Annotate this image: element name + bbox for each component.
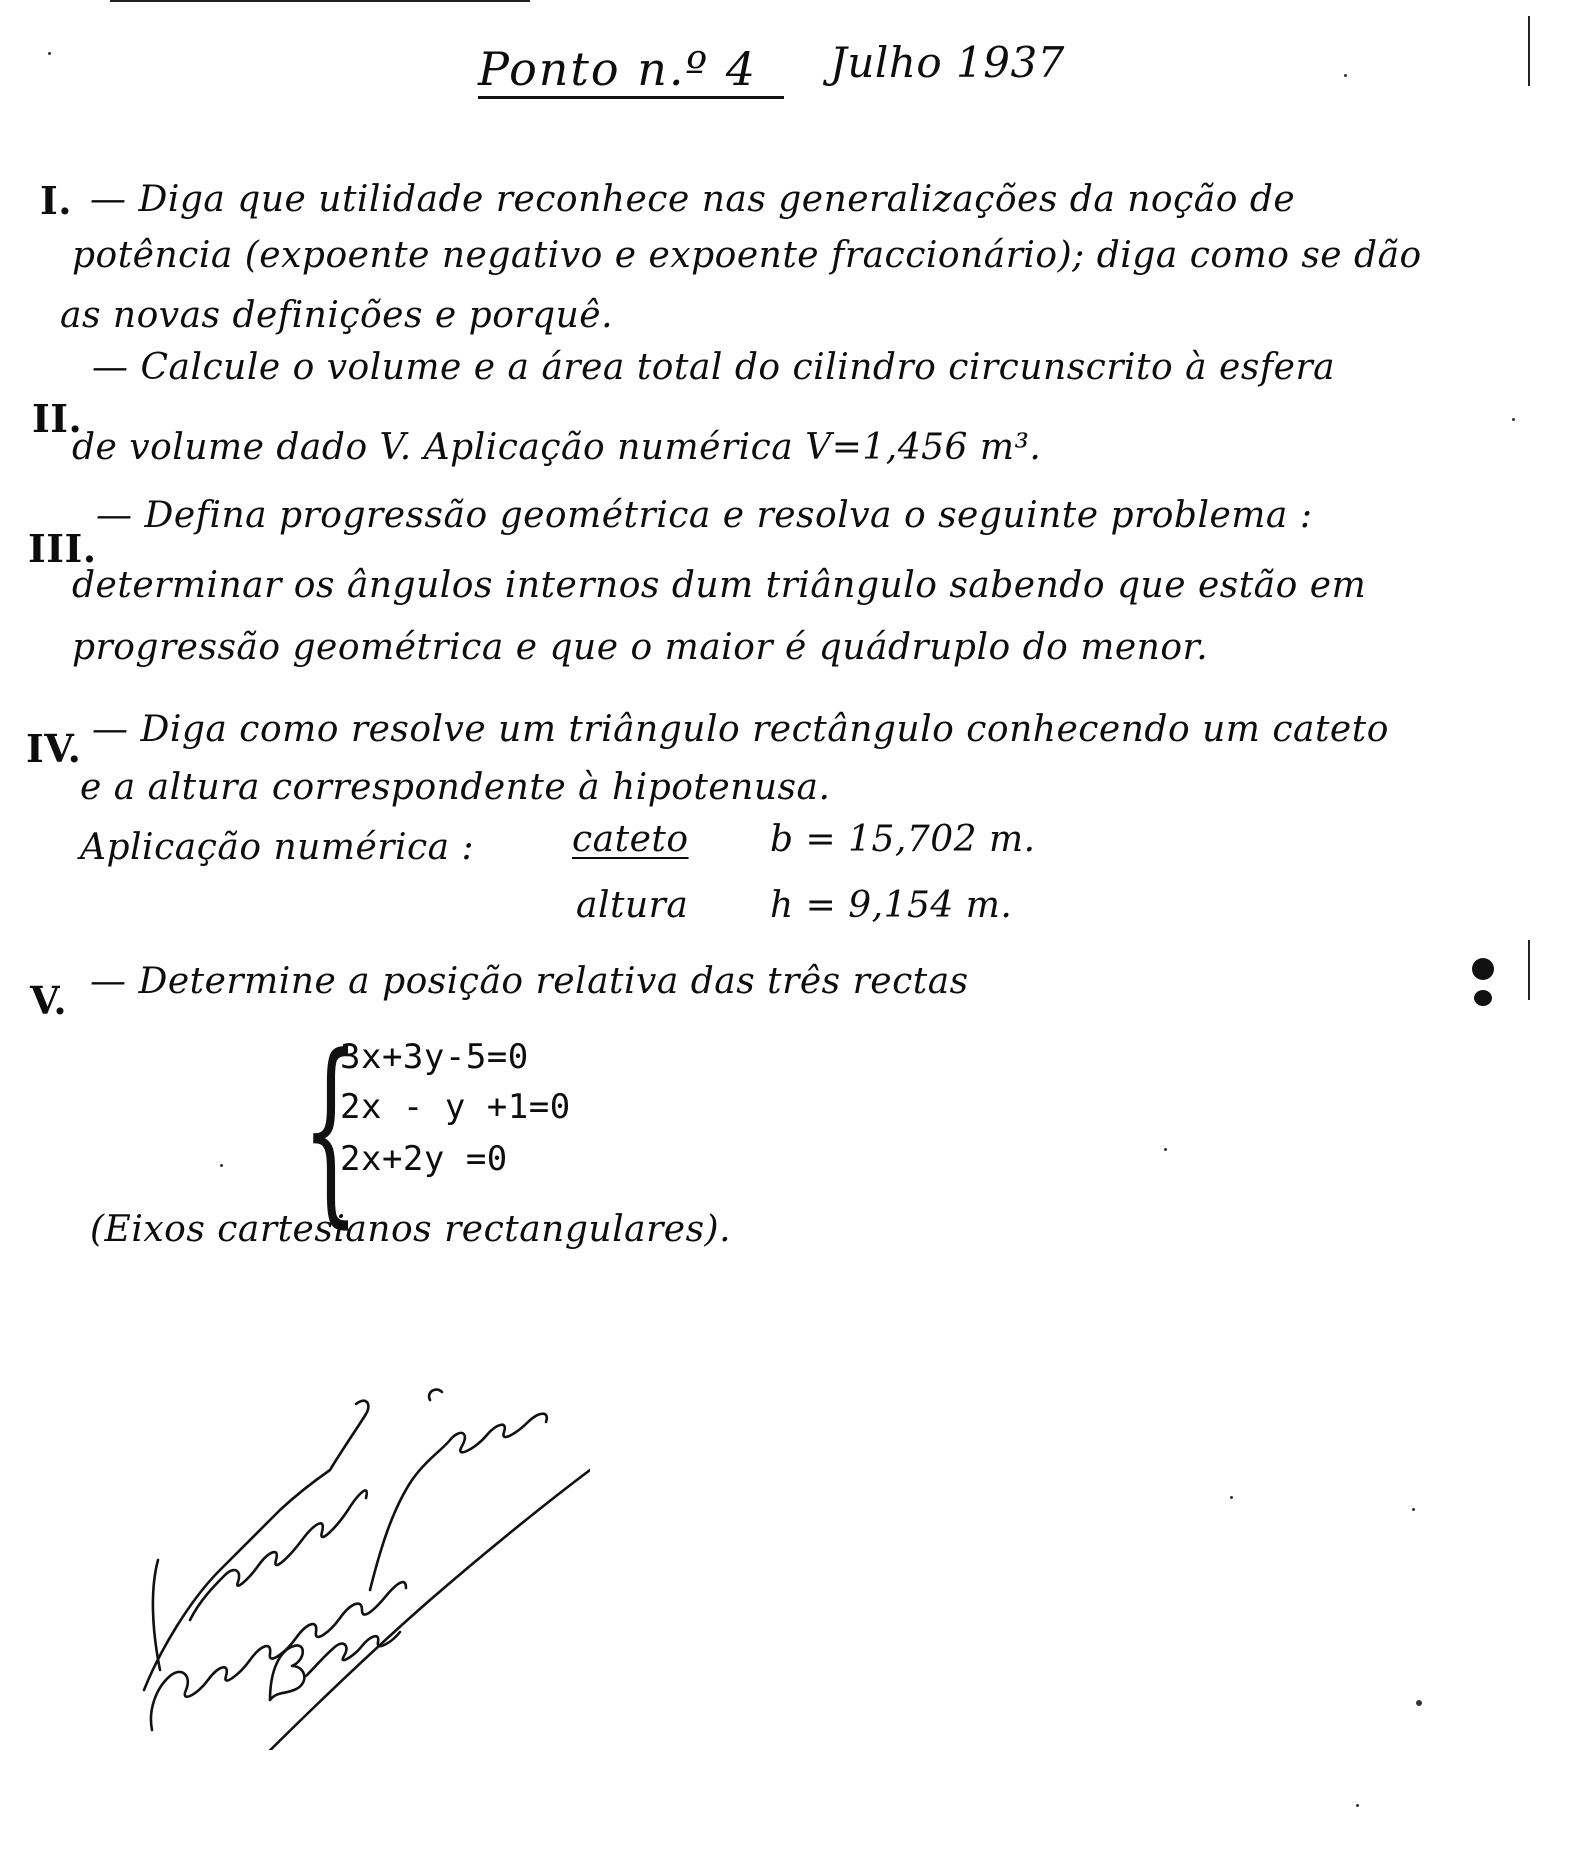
scan-speck [1344,74,1347,77]
question-line: progressão geométrica e que o maior é quádruplo do menor. [72,627,1209,668]
cateto-label: cateto [572,819,689,860]
signatures [130,1370,590,1750]
equation: 2x - y +1=0 [340,1087,571,1127]
question-text: Calcule o volume e a área total do cilindro circunscrito à esfera [140,347,1336,388]
question-numeral: II. [32,396,83,441]
ink-blot [1474,990,1492,1006]
question-line: as novas definições e porquê. [60,295,614,336]
question-text: Determine a posição relativa das três rectas [138,961,969,1002]
question-text: Diga como resolve um triângulo rectângulo conhecendo um cateto [140,709,1389,750]
margin-mark [1528,940,1530,1000]
scan-speck [220,1164,223,1167]
signature-stroke [153,1560,160,1670]
question-numeral: V. [30,978,68,1023]
equation: 3x+3y-5=0 [340,1037,529,1077]
question-text: Defina progressão geométrica e resolva o seguinte problema : [144,495,1313,536]
application-label: Aplicação numérica : [80,827,475,868]
scan-speck [1356,1804,1359,1807]
signature-stroke [370,1414,547,1590]
question-line: — Defina progressão geométrica e resolva o seguinte problema : [96,495,1313,536]
scan-speck [1416,1700,1422,1706]
question-line: — Diga que utilidade reconhece nas generalizações da noção de [90,179,1296,220]
scan-speck [48,52,51,55]
margin-mark [1528,16,1530,86]
question-line: — Calcule o volume e a área total do cilindro circunscrito à esfera [92,347,1336,388]
question-numeral: III. [28,526,97,571]
scan-speck [1412,1508,1415,1511]
altura-label: altura [576,885,689,926]
axes-note: (Eixos cartesianos rectangulares). [90,1209,732,1250]
cateto-value: b = 15,702 m. [770,819,1036,860]
question-line: e a altura correspondente à hipotenusa. [80,767,831,808]
scan-speck [1512,418,1515,421]
question-line: de volume dado V. Aplicação numérica V=1,456 m³. [72,427,1042,468]
ink-blot [1472,958,1494,980]
scan-speck [1164,1148,1167,1151]
system-brace: { [302,1013,360,1246]
signature-stroke [270,1645,304,1700]
question-line: determinar os ângulos internos dum triângulo sabendo que estão em [72,565,1367,606]
signature-stroke [210,1470,590,1750]
page-title: Ponto n.º 4 [478,42,757,96]
question-line: potência (expoente negativo e expoente fraccionário); diga como se dão [72,235,1422,276]
question-line: — Determine a posição relativa das três rectas [90,961,969,1002]
altura-value: h = 9,154 m. [770,885,1013,926]
question-numeral: I. [40,178,73,223]
equation: 2x+2y =0 [340,1139,508,1179]
title-underline [478,96,784,99]
question-line: — Diga como resolve um triângulo rectângulo conhecendo um cateto [92,709,1389,750]
question-text: Diga que utilidade reconhece nas generalizações da noção de [138,179,1296,220]
question-numeral: IV. [26,726,82,771]
top-edge-rule [110,0,530,2]
signature-stroke [429,1390,442,1400]
exam-date: Julho 1937 [830,38,1065,87]
signature-stroke [330,1401,368,1470]
scan-speck [1230,1496,1233,1499]
